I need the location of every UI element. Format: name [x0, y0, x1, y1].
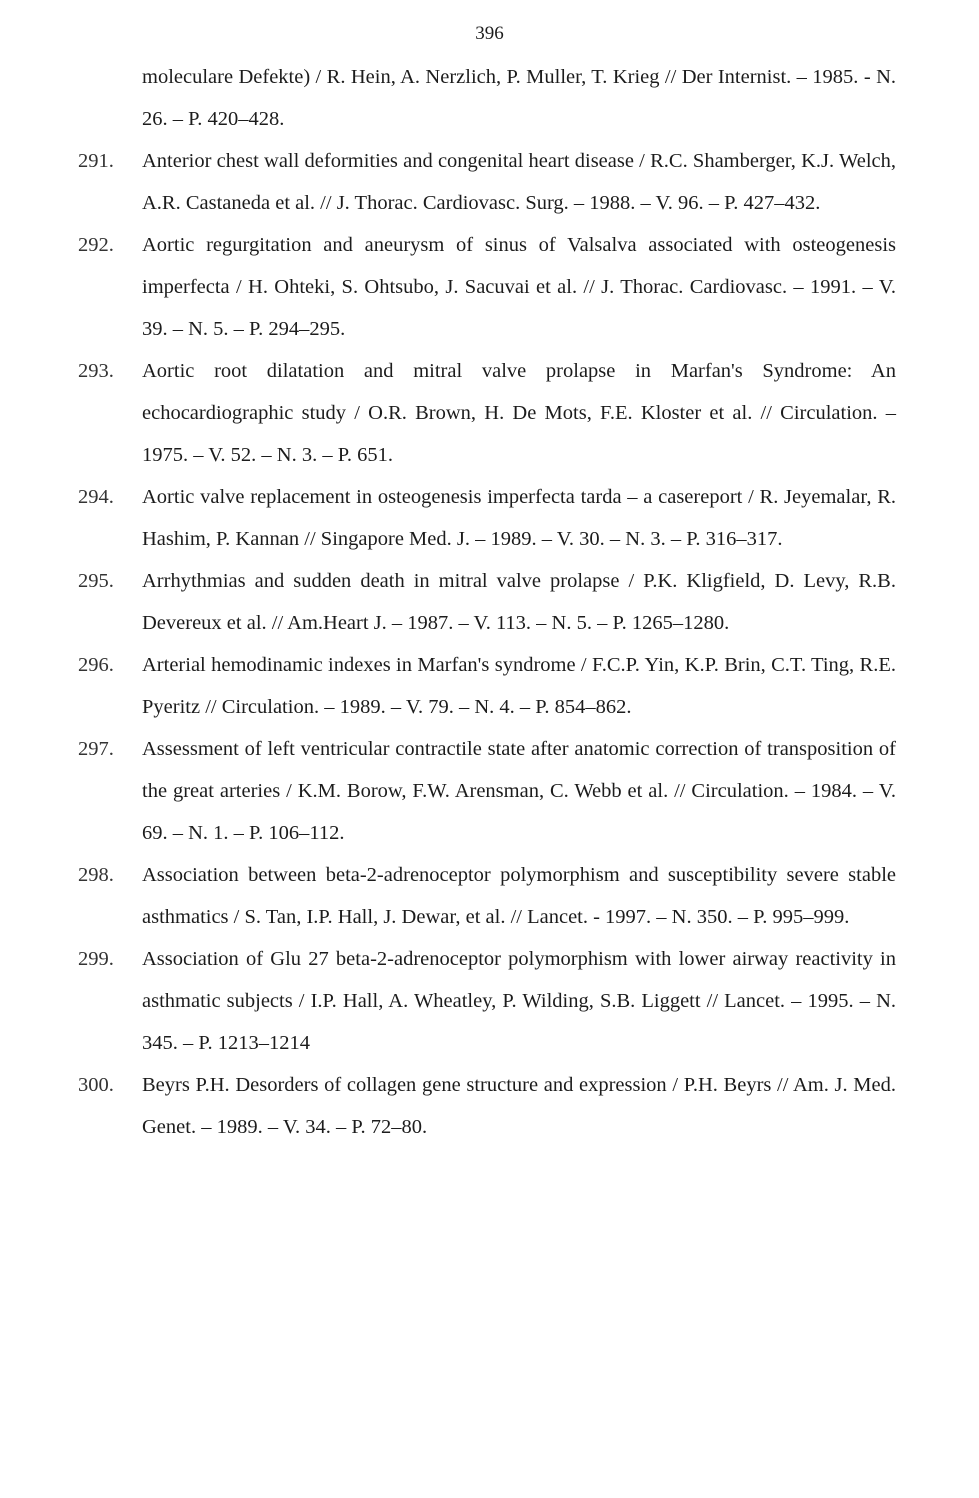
reference-item-298 — [0, 854, 979, 938]
reference-item-291 — [0, 140, 979, 224]
reference-text: Assessment of left ventricular contractile state after anatomic correction of transposition of the great arteries / K.M. Borow, F.W. Arensman, C. Webb et al. // Circulation. – 1984. – V. 69. – N. 1. – P. 106–112. — [142, 738, 896, 844]
reference-item-297 — [0, 728, 979, 854]
reference-item-290-continued — [0, 56, 979, 140]
reference-item-300 — [0, 1064, 979, 1148]
reference-item-299 — [0, 938, 979, 1064]
reference-item-295 — [0, 560, 979, 644]
reference-item-294 — [0, 476, 979, 560]
reference-text: Aortic valve replacement in osteogenesis imperfecta tarda – a casereport / R. Jeyemalar, R. Hashim, P. Kannan // Singapore Med. J. – 1989. – V. 30. – N. 3. – P. 316–317. — [142, 486, 896, 550]
reference-text: Anterior chest wall deformities and congenital heart disease / R.C. Shamberger, K.J. Welch, A.R. Castaneda et al. // J. Thorac. Cardiovasc. Surg. – 1988. – V. 96. – P. 427–432. — [142, 150, 896, 214]
reference-number: 299. — [78, 948, 114, 970]
reference-number: 295. — [78, 570, 114, 592]
reference-text: moleculare Defekte) / R. Hein, A. Nerzlich, P. Muller, T. Krieg // Der Internist. – 1985. - N. 26. – P. 420–428. — [142, 66, 896, 130]
reference-text: Aortic regurgitation and aneurysm of sinus of Valsalva associated with osteogenesis imperfecta / H. Ohteki, S. Ohtsubo, J. Sacuvai et al. // J. Thorac. Cardiovasc. – 1991. – V. 39. – N. 5. – P. 294–295. — [142, 234, 896, 340]
reference-number: 292. — [78, 234, 114, 256]
reference-text: Arrhythmias and sudden death in mitral valve prolapse / P.K. Kligfield, D. Levy, R.B. Devereux et al. // Am.Heart J. – 1987. – V. 113. – N. 5. – P. 1265–1280. — [142, 570, 896, 634]
reference-text: Association between beta-2-adrenoceptor polymorphism and susceptibility severe stable asthmatics / S. Tan, I.P. Hall, J. Dewar, et al. // Lancet. - 1997. – N. 350. – P. 995–999. — [142, 864, 896, 928]
page-number: 396 — [475, 23, 504, 44]
reference-number: 298. — [78, 864, 114, 886]
reference-text: Arterial hemodinamic indexes in Marfan's syndrome / F.C.P. Yin, K.P. Brin, C.T. Ting, R.E. Pyeritz // Circulation. – 1989. – V. 79. – N. 4. – P. 854–862. — [142, 654, 896, 718]
reference-item-296 — [0, 644, 979, 728]
reference-number: 297. — [78, 738, 114, 760]
reference-text: Association of Glu 27 beta-2-adrenoceptor polymorphism with lower airway reactivity in asthmatic subjects / I.P. Hall, A. Wheatley, P. Wilding, S.B. Liggett // Lancet. – 1995. – N. 345. – P. 1213–1214 — [142, 948, 896, 1054]
reference-number: 294. — [78, 486, 114, 508]
reference-text: Aortic root dilatation and mitral valve prolapse in Marfan's Syndrome: An echocardiographic study / O.R. Brown, H. De Mots, F.E. Kloster et al. // Circulation. – 1975. – V. 52. – N. 3. – P. 651. — [142, 360, 896, 466]
reference-number: 296. — [78, 654, 114, 676]
reference-item-292 — [0, 224, 979, 350]
reference-number: 293. — [78, 360, 114, 382]
reference-item-293 — [0, 350, 979, 476]
reference-number: 300. — [78, 1074, 114, 1096]
reference-list — [0, 56, 979, 1148]
reference-number: 291. — [78, 150, 114, 172]
reference-text: Beyrs P.H. Desorders of collagen gene structure and expression / P.H. Beyrs // Am. J. Med. Genet. – 1989. – V. 34. – P. 72–80. — [142, 1074, 896, 1138]
